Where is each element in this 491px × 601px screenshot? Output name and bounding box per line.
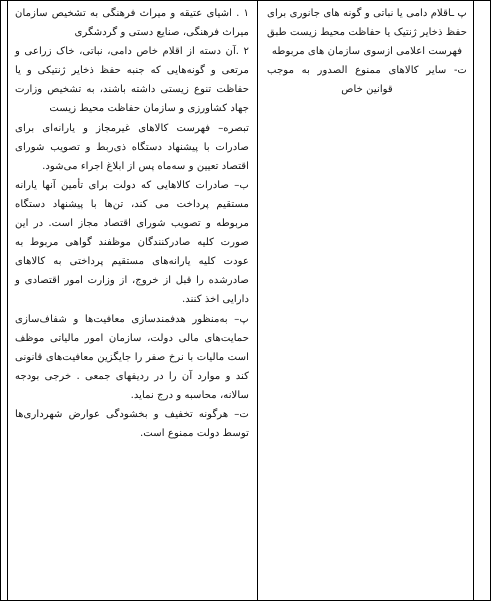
table-column-divider-right: [473, 1, 474, 600]
right-cell-item-pe: پ ـاقلام دامی یا نباتی و گونه های جانوری برای حفظ ذخایر ژنتیک یا حفاظت محیط زیست طبق فهرست اعلامی ازسوی سازمان های مربوطه: [267, 8, 467, 58]
middle-cell-item-be: ب– صادرات کالاهایی که دولت برای تأمین آنها یارانه مستقیم پرداخت می کند، تن‌ها با پیشنهاد دستگاه مربوطه و تصویب شورای اقتصاد مجاز است. در این صورت کلیه صادرکنندگان موظفند گواهی مربوط به عودت کلیه یارانه‌های مستقیم پرداختی به کالاهای صادرشده را قبل از خروج، از وزارت امور اقتصادی و دارایی اخذ کنند.: [15, 179, 249, 306]
middle-cell-item-2: ۲ .آن دسته از اقلام خاص دامی، نباتی، خاک زراعی و مرتعی و گونه‌هایی که جنبه حفظ ذخایر ژنتیکی و یا حفاظت تنوع زیستی داشته باشند، به تشخیص وزارت جهاد کشاورزی و سازمان حفاظت محیط زیست: [15, 46, 249, 115]
middle-cell-item-1: ۱ . اشیای عتیقه و میراث فرهنگی به تشخیص سازمان میراث فرهنگی، صنایع دستی و گردشگری: [15, 8, 249, 39]
right-cell-item-te: ت- سایر کالاهای ممنوع الصدور به موجب قوانین خاص: [267, 65, 467, 96]
middle-cell-item-te: ت– هرگونه تخفیف و بخشودگی عوارض شهرداری‌ها توسط دولت ممنوع است.: [15, 408, 249, 440]
table-cell-right: [263, 3, 473, 600]
table-cell-middle: [7, 3, 257, 600]
middle-cell-note: تبصره– فهرست کالاهای غیرمجاز و یارانه‌ای برای صادرات با پیشنهاد دستگاه ذی‌ربط و تصویب شورای اقتصاد تعیین و سه‌ماه پس از ابلاغ اجراء می‌شود.: [15, 122, 249, 172]
table-column-divider-center: [257, 1, 258, 600]
middle-cell-item-pe: پ– به‌منظور هدفمندسازی معافیت‌ها و شفاف‌سازی حمایت‌های مالی دولت، سازمان امور مالیاتی موظف است مالیات با نرخ صفر را جایگزین معافیت‌های قانونی کند و موارد آن را در ردیفهای جمعی . خرجی بودجه سالانه، محاسبه و درج نماید.: [15, 313, 249, 401]
